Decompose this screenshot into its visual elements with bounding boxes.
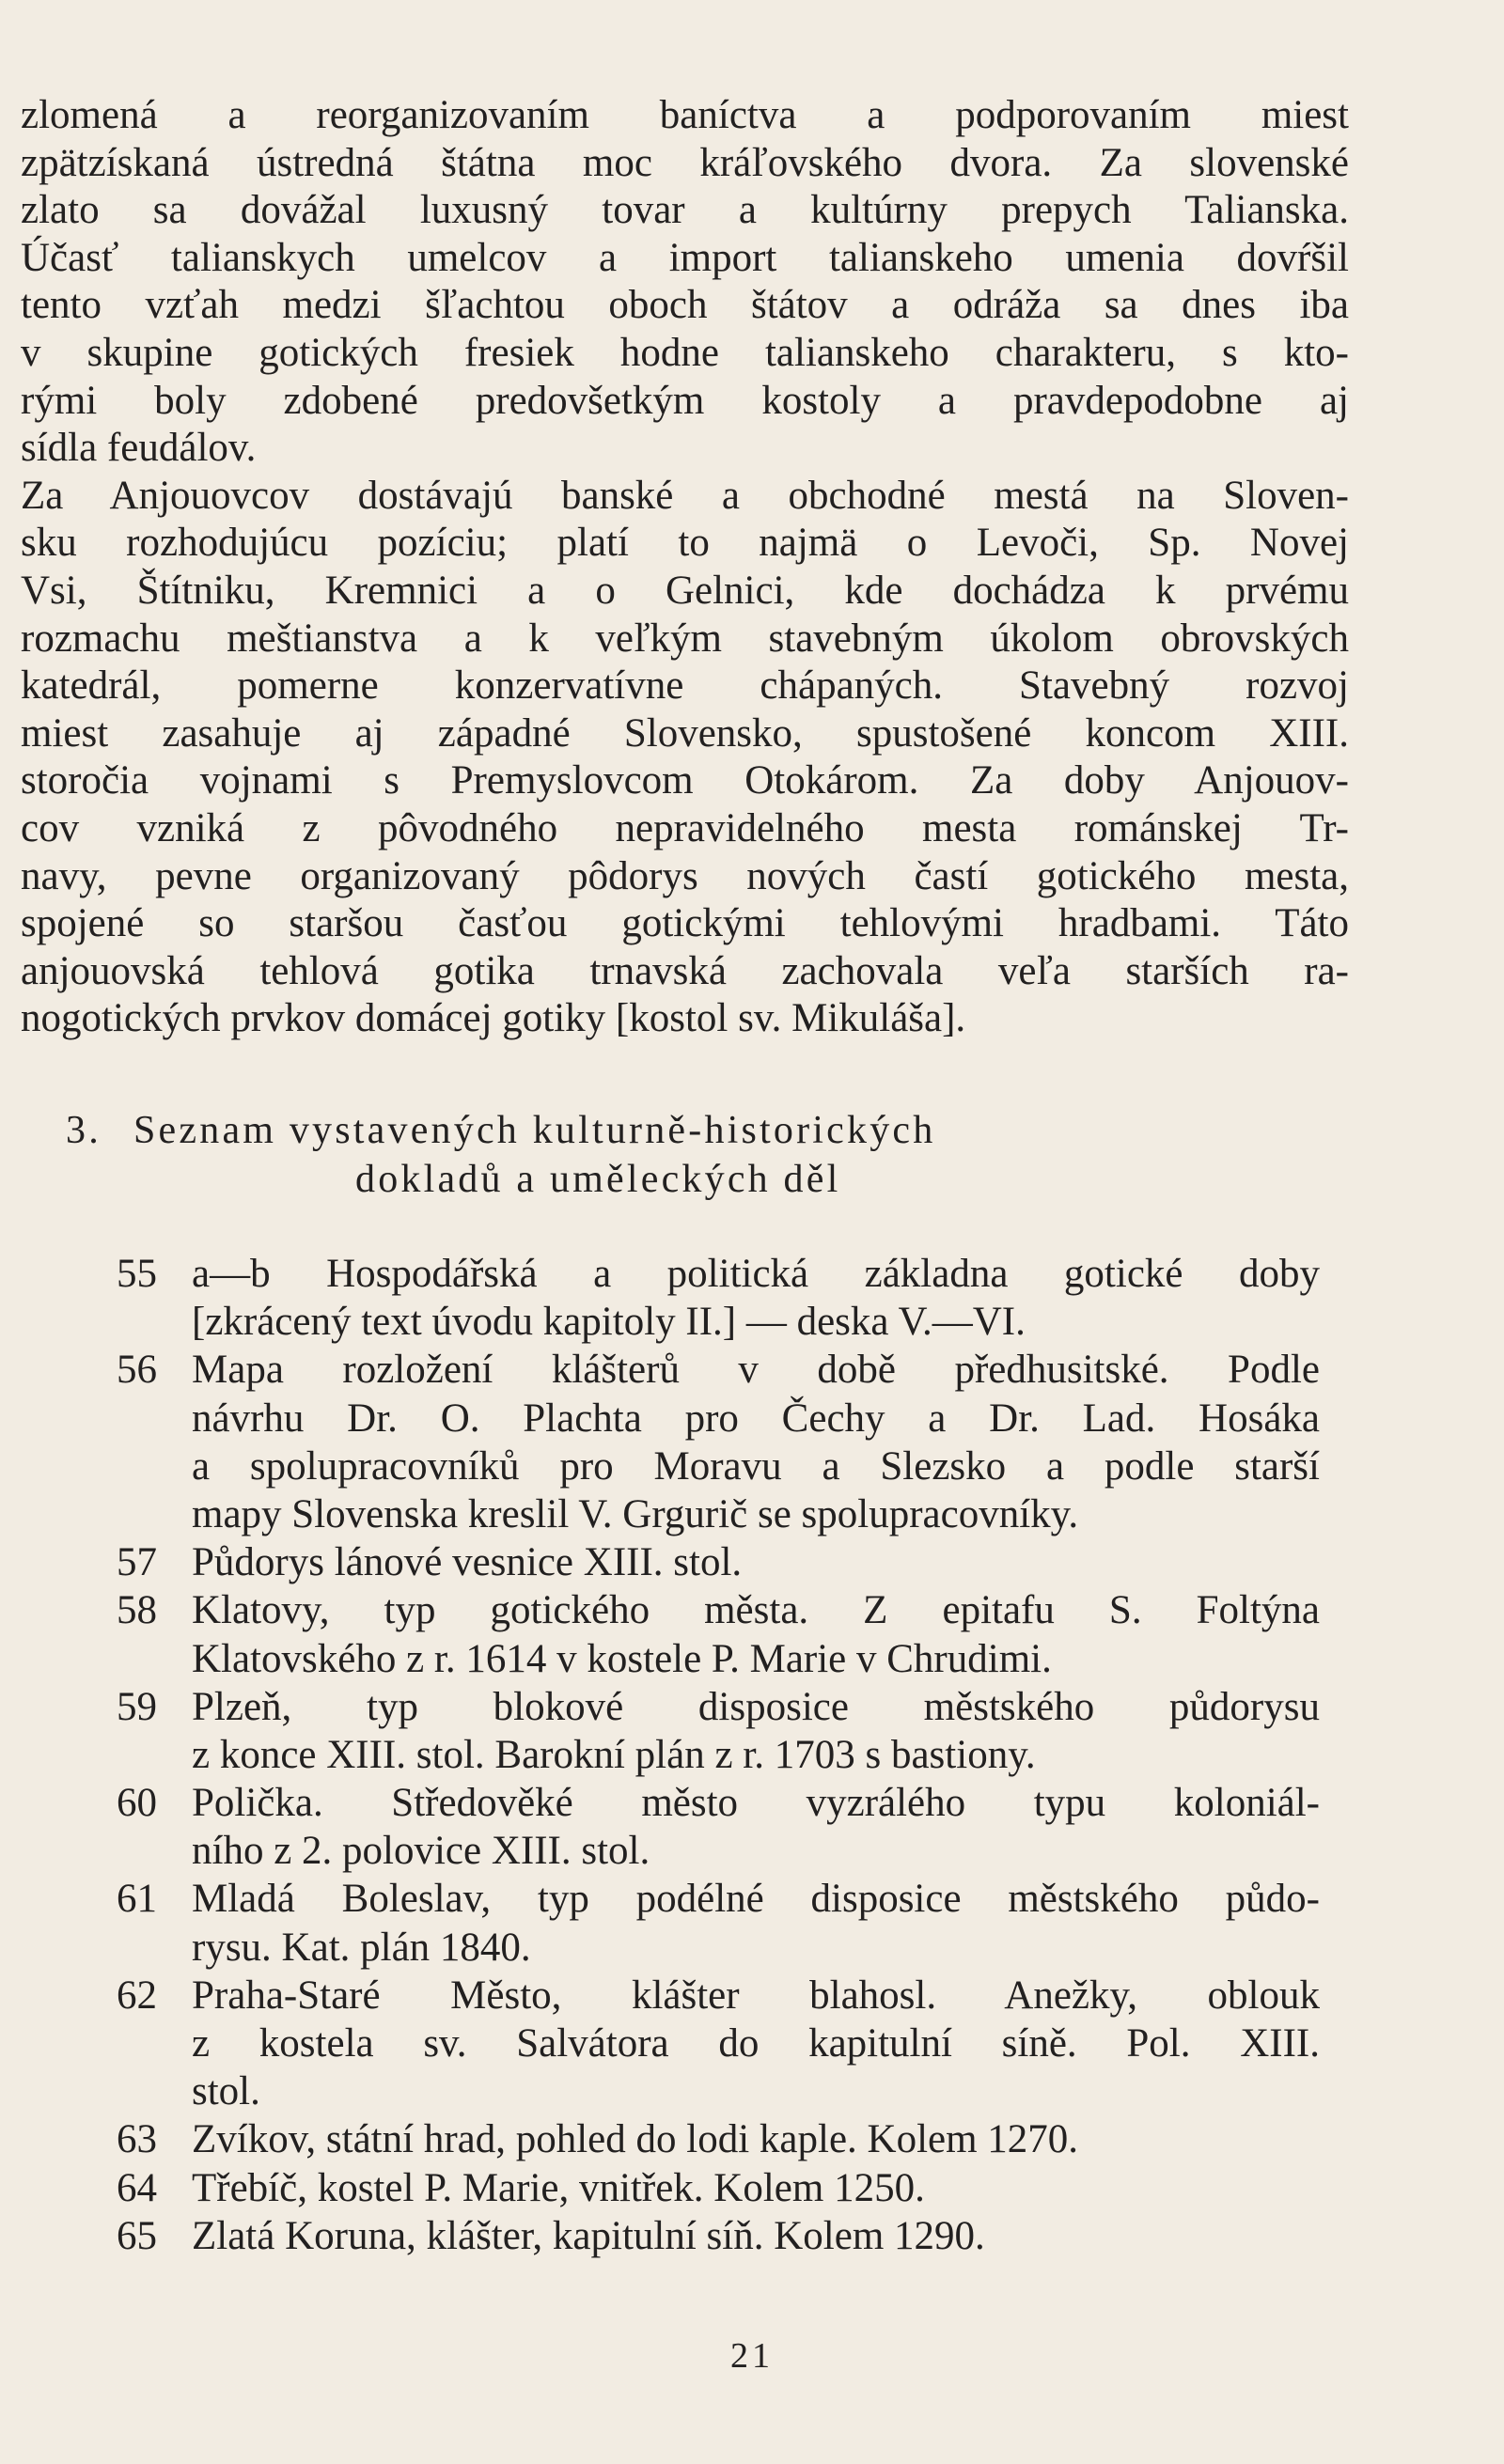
- item-text-line: Plzeň, typ blokové disposice městského půdorysu: [192, 1684, 1320, 1729]
- item-text-line: Zlatá Koruna, klášter, kapitulní síň. Kolem 1290.: [192, 2213, 985, 2258]
- page-number: 21: [730, 2336, 774, 2376]
- item-text-line: [zkrácený text úvodu kapitoly II.] — deska V.—VI.: [192, 1300, 1026, 1345]
- item-text: [192, 1875, 1320, 1971]
- item-text-line: Klatovského z r. 1614 v kostele P. Marie v Chrudimi.: [192, 1636, 1052, 1681]
- text-line: katedrál, pomerne konzervatívne chápaných. Stavebný rozvoj: [21, 663, 1349, 709]
- item-text: [192, 1346, 1320, 1538]
- item-text-line: Mladá Boleslav, typ podélné disposice městského půdo-: [192, 1877, 1320, 1922]
- item-text: [192, 2212, 1320, 2260]
- item-text-line: z konce XIII. stol. Barokní plán z r. 1703 s bastiony.: [192, 1732, 1036, 1777]
- section-title-line-1: [66, 1106, 1288, 1155]
- text-line: sku rozhodujúcu pozíciu; platí to najmä o Levoči, Sp. Novej: [21, 521, 1349, 566]
- text-line: Za Anjouovcov dostávajú banské a obchodné mestá na Sloven-: [21, 473, 1349, 518]
- text-line: Účasť talianskych umelcov a import talianskeho umenia dovŕšil: [21, 235, 1349, 280]
- item-number: 55: [117, 1252, 157, 1296]
- list-item: [117, 1683, 1320, 1779]
- item-text-line: mapy Slovenska kreslil V. Grgurič se spolupracovníky.: [192, 1491, 1079, 1536]
- text-line: storočia vojnami s Premyslovcom Otokárom. Za doby Anjouov-: [21, 758, 1349, 803]
- text-line: sídla feudálov.: [21, 426, 257, 471]
- item-text-line: Polička. Středověké město vyzrálého typu koloniál-: [192, 1781, 1320, 1826]
- text-line: v skupine gotických fresiek hodne talianskeho charakteru, s kto-: [21, 330, 1349, 375]
- item-text-line: Mapa rozložení klášterů v době předhusitské. Podle: [192, 1348, 1320, 1393]
- section-heading: [66, 1106, 1288, 1204]
- item-text-line: stol.: [192, 2069, 260, 2114]
- list-item: [117, 1250, 1320, 1346]
- list-item: [117, 1538, 1320, 1586]
- list-item: [117, 1972, 1320, 2116]
- item-text: [192, 1683, 1320, 1779]
- item-text: [192, 1972, 1320, 2116]
- item-text: [192, 1779, 1320, 1875]
- text-line: zlomená a reorganizovaním baníctva a podporovaním miest: [21, 93, 1349, 137]
- item-text-line: Praha-Staré Město, klášter blahosl. Anežky, oblouk: [192, 1973, 1320, 2018]
- text-line: tento vzťah medzi šľachtou oboch štátov a odráža sa dnes iba: [21, 283, 1349, 328]
- item-text-line: Půdorys lánové vesnice XIII. stol.: [192, 1540, 743, 1585]
- exhibit-list: [117, 1250, 1320, 2260]
- item-number: 61: [117, 1877, 157, 1922]
- item-number: 56: [117, 1348, 157, 1393]
- item-number: 64: [117, 2165, 157, 2210]
- text-line: rými boly zdobené predovšetkým kostoly a pravdepodobne aj: [21, 378, 1349, 423]
- item-number: 62: [117, 1973, 157, 2018]
- item-text-line: Třebíč, kostel P. Marie, vnitřek. Kolem 1250.: [192, 2165, 925, 2210]
- body-paragraph: [21, 92, 1349, 1043]
- item-text-line: Klatovy, typ gotického města. Z epitafu S. Foltýna: [192, 1588, 1320, 1633]
- list-item: [117, 1875, 1320, 1971]
- text-line: nogotických prvkov domácej gotiky [kostol sv. Mikuláša].: [21, 996, 966, 1041]
- section-title-line-2: dokladů a uměleckých děl: [355, 1158, 841, 1201]
- text-line: rozmachu meštianstva a k veľkým stavebným úkolom obrovských: [21, 616, 1349, 661]
- section-number: 3.: [66, 1109, 102, 1152]
- item-text-line: rysu. Kat. plán 1840.: [192, 1925, 531, 1970]
- text-line: zlato sa dovážal luxusný tovar a kultúrny prepych Talianska.: [21, 188, 1349, 233]
- text-line: navy, pevne organizovaný pôdorys nových častí gotického mesta,: [21, 853, 1349, 898]
- item-text: [192, 1250, 1320, 1346]
- item-text: [192, 1586, 1320, 1682]
- text-line: Vsi, Štítniku, Kremnici a o Gelnici, kde dochádza k prvému: [21, 568, 1349, 613]
- item-text: [192, 2164, 1320, 2212]
- item-number: 59: [117, 1684, 157, 1729]
- section-title-text-1: Seznam vystavených kulturně-historických: [133, 1109, 936, 1152]
- text-line: zpätzískaná ústredná štátna moc kráľovského dvora. Za slovenské: [21, 140, 1349, 185]
- text-line: spojené so staršou časťou gotickými tehlovými hradbami. Táto: [21, 901, 1349, 946]
- list-item: [117, 1779, 1320, 1875]
- item-number: 57: [117, 1540, 157, 1585]
- item-number: 58: [117, 1588, 157, 1633]
- list-item: [117, 1346, 1320, 1538]
- item-number: 63: [117, 2117, 157, 2162]
- item-number: 60: [117, 1781, 157, 1826]
- item-text-line: ního z 2. polovice XIII. stol.: [192, 1829, 650, 1874]
- item-text: [192, 2115, 1320, 2163]
- list-item: [117, 2164, 1320, 2212]
- list-item: [117, 1586, 1320, 1682]
- item-text-line: návrhu Dr. O. Plachta pro Čechy a Dr. Lad. Hosáka: [192, 1396, 1320, 1441]
- text-line: cov vzniká z pôvodného nepravidelného mesta románskej Tr-: [21, 805, 1349, 850]
- text-line: anjouovská tehlová gotika trnavská zachovala veľa starších ra-: [21, 948, 1349, 993]
- item-text-line: a—b Hospodářská a politická základna gotické doby: [192, 1252, 1320, 1296]
- list-item: [117, 2115, 1320, 2163]
- item-text: [192, 1538, 1320, 1586]
- item-text-line: Zvíkov, státní hrad, pohled do lodi kaple. Kolem 1270.: [192, 2117, 1079, 2162]
- text-line: miest zasahuje aj západné Slovensko, spustošené koncom XIII.: [21, 710, 1349, 756]
- list-item: [117, 2212, 1320, 2260]
- item-text-line: z kostela sv. Salvátora do kapitulní síně. Pol. XIII.: [192, 2021, 1320, 2066]
- item-text-line: a spolupracovníků pro Moravu a Slezsko a podle starší: [192, 1443, 1320, 1489]
- item-number: 65: [117, 2213, 157, 2258]
